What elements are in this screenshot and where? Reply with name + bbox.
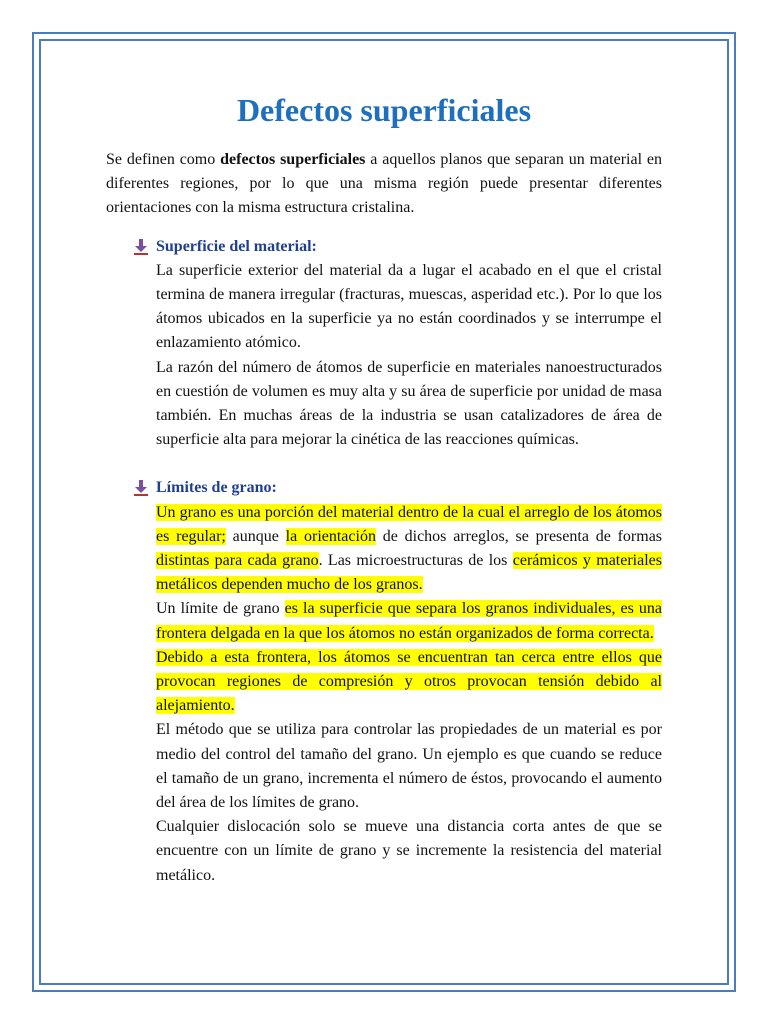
- intro-paragraph: [106, 148, 662, 221]
- limites-paragraph-5: Cualquier dislocación solo se mueve una distancia corta antes de que se encuentre con un límite de grano y se incremente la resistencia del material metálico.: [156, 818, 662, 884]
- limites-paragraph-2: [156, 597, 662, 645]
- highlight-text: la orientación: [285, 527, 376, 545]
- highlight-text: es la superficie que separa los granos individuales, es una frontera delgada en la que los átomos no están organizados de forma correcta.: [156, 600, 662, 642]
- intro-bold-term: defectos superficiales: [220, 151, 366, 168]
- superficie-paragraph-1: La superficie exterior del material da a lugar el acabado en el que el cristal termina de manera irregular (fracturas, muescas, asperidad etc.). Por lo que los átomos ubicados en la superficie ya no están coordinados y se interrumpe el enlazamiento atómico.: [156, 261, 662, 352]
- section-limites-grano: [106, 476, 662, 887]
- highlight-text: distintas para cada grano: [156, 552, 319, 570]
- intro-text-pre: Se definen como: [106, 151, 221, 168]
- plain-text: Un límite de grano: [156, 600, 285, 618]
- section-heading-limites: Límites de grano:: [156, 479, 277, 497]
- intro-text-post: a aquellos planos que separan un material en diferentes regiones, por lo que una misma región puede presentar diferentes orientaciones con la misma estructura cristalina.: [106, 151, 663, 217]
- highlight-text: Debido a esta frontera, los átomos se encuentran tan cerca entre ellos que provocan regiones de compresión y otros provocan tensión debido al alejamiento.: [156, 648, 662, 715]
- section-heading-superficie: Superficie del material:: [156, 237, 317, 255]
- limites-paragraph-4: El método que se utiliza para controlar las propiedades de un material es por medio del control del tamaño del grano. Un ejemplo es que cuando se reduce el tamaño de un grano, incrementa el número de éstos, provocando el aumento del área de los límites de grano.: [156, 721, 662, 812]
- highlight-text: Un grano es una porción del material dentro de la cual el arreglo de los átomos es regular;: [156, 503, 662, 545]
- superficie-paragraph-2: La razón del número de átomos de superficie en materiales nanoestructurados en cuestión de volumen es muy alta y su área de superficie por unidad de masa también. En muchas áreas de la industria se usan catalizadores de área de superficie alta para mejorar la cinética de las reacciones químicas.: [156, 358, 662, 449]
- limites-paragraph-3: [156, 646, 662, 719]
- document-body: [106, 148, 662, 888]
- section-superficie: [106, 235, 662, 453]
- plain-text: . Las microestructuras de los: [318, 552, 513, 570]
- arrow-down-icon: [134, 239, 148, 255]
- limites-paragraph-1: [156, 501, 662, 598]
- page-title: Defectos superficiales: [236, 92, 532, 128]
- plain-text: aunque: [225, 527, 286, 545]
- plain-text: de dichos arreglos, se presenta de formas: [375, 527, 663, 545]
- highlight-text: cerámicos y materiales metálicos dependen mucho de los granos.: [156, 552, 663, 594]
- arrow-down-icon: [134, 480, 148, 496]
